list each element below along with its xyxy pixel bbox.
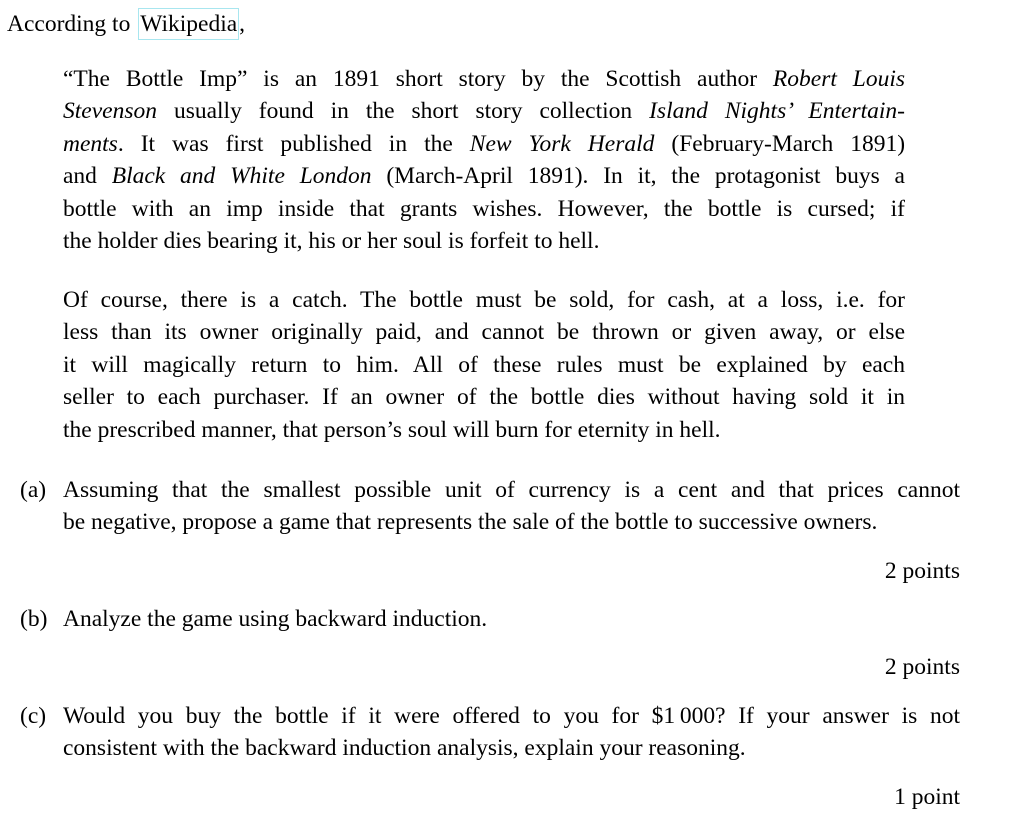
text-line: the prescribed manner, that person’s soul will burn for eternity in hell. — [63, 416, 721, 443]
question-a-text — [63, 474, 960, 539]
intro-line — [7, 8, 245, 40]
italic-text: ments — [63, 130, 118, 157]
text-line: bottle with an imp inside that grants wishes. However, the bottle is cursed; if — [63, 195, 905, 222]
italic-text: Stevenson — [63, 98, 157, 125]
text-line: seller to each purchaser. If an owner of the bottle dies without having sold it in — [63, 384, 905, 411]
text-line: Would you buy the bottle if it were offered to you for $1 000? If your answer is not — [63, 703, 960, 729]
text-line: ments. It was first published in the New York Herald (February-March 1891) — [63, 130, 906, 157]
question-a-label: (a) — [20, 477, 47, 503]
italic-text: Island Nights’ Entertain- — [649, 98, 905, 125]
text-line: be negative, propose a game that represents the sale of the bottle to successive owners. — [63, 509, 878, 536]
text-line: less than its owner originally paid, and cannot be thrown or given away, or else — [63, 319, 905, 346]
text-line: “The Bottle Imp” is an 1891 short story by the Scottish author Robert Louis — [63, 66, 905, 92]
text-line: it will magically return to him. All of these rules must be explained by each — [63, 351, 905, 378]
intro-suffix: , — [239, 11, 246, 37]
question-b-text — [63, 603, 960, 635]
question-a-points: 2 points — [884, 558, 960, 584]
text-line: and Black and White London (March-April 1891). In it, the protagonist buys a — [63, 163, 905, 190]
quote-paragraph-1 — [63, 63, 905, 257]
text-line: the holder dies bearing it, his or her soul is forfeit to hell. — [63, 228, 600, 255]
italic-text: New York Herald — [469, 130, 655, 157]
text-line: Analyze the game using backward induction. — [63, 606, 488, 632]
question-b-points: 2 points — [884, 654, 960, 680]
question-c-points: 1 point — [894, 784, 960, 810]
italic-text: Black and White London — [111, 163, 372, 190]
question-b-label: (b) — [20, 606, 48, 632]
wikipedia-link[interactable]: Wikipedia — [138, 8, 239, 40]
question-c-text — [63, 700, 960, 765]
question-c-label: (c) — [20, 703, 47, 729]
text-line: Of course, there is a catch. The bottle must be sold, for cash, at a loss, i.e. for — [63, 287, 905, 313]
intro-prefix: According to — [7, 11, 137, 37]
text-line: Stevenson usually found in the short story collection Island Nights’ Entertain- — [63, 98, 905, 125]
text-line: consistent with the backward induction analysis, explain your reasoning. — [63, 735, 746, 762]
quote-paragraph-2 — [63, 284, 905, 446]
text-line: Assuming that the smallest possible unit of currency is a cent and that prices cannot — [63, 477, 960, 503]
italic-text: Robert Louis — [772, 66, 905, 92]
